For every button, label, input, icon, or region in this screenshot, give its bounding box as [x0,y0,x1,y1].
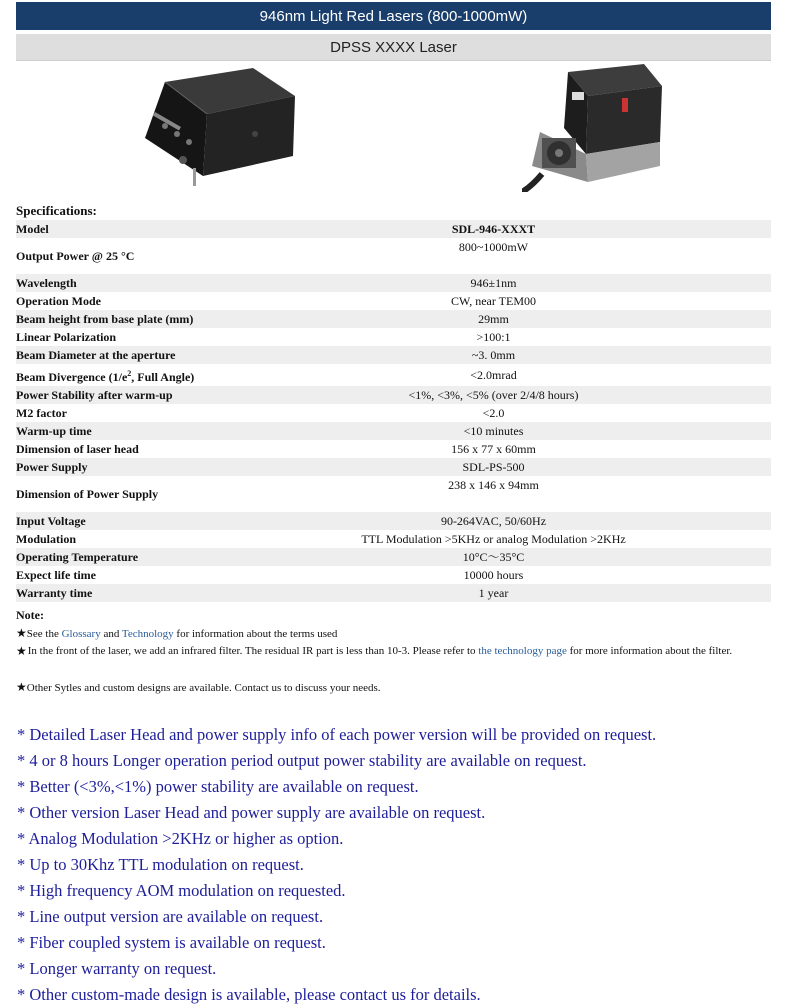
request-item: * Detailed Laser Head and power supply info of each power version will be provided on request. [17,725,657,744]
request-item: * Up to 30Khz TTL modulation on request. [17,855,304,874]
spec-label: Wavelength [16,274,216,292]
table-row [16,328,771,346]
note-heading: Note: [16,608,44,622]
spec-label: Expect life time [16,568,96,582]
note-item: ★Other Sytles and custom designs are available. Contact us to discuss your needs. [16,680,381,694]
spec-label: Dimension of Power Supply [16,487,159,501]
product-subtitle: DPSS XXXX Laser [16,34,771,61]
spec-value: 800~1000mW [458,240,529,254]
star-icon: ★ [16,680,27,694]
star-icon: ★ [16,626,27,640]
table-row [16,530,771,548]
spec-label: Operation Mode [16,294,101,308]
spec-value: 90-264VAC, 50/60Hz [216,512,771,530]
table-row [16,220,771,238]
spec-label: Output Power @ 25 °C [16,249,135,263]
request-item: * High frequency AOM modulation on requested. [17,881,346,900]
spec-value: TTL Modulation >5KHz or analog Modulation >2KHz [361,532,626,546]
table-row [16,422,771,440]
table-row [16,458,771,476]
laser-head-image [522,62,664,192]
spec-value: 946±1nm [216,274,771,292]
spec-label: Warm-up time [16,422,216,440]
spec-value: 1 year [216,584,771,602]
spec-label: Modulation [16,532,77,546]
spec-value: ~3. 0mm [216,346,771,364]
spec-label: Model [16,220,216,238]
table-row [16,346,771,364]
request-item: * Analog Modulation >2KHz or higher as option. [17,829,344,848]
request-item: * Longer warranty on request. [17,959,217,978]
table-row [16,404,771,422]
table-row [16,584,771,602]
page-title: 946nm Light Red Lasers (800-1000mW) [16,2,771,30]
specifications-table [16,220,771,602]
spec-value: 29mm [216,310,771,328]
spec-label: Warranty time [16,584,216,602]
request-item: * Line output version are available on request. [17,907,324,926]
spec-label: Beam Divergence ($1/e^2$, Full Angle) [16,368,195,384]
spec-value: SDL-PS-500 [216,458,771,476]
request-item: * Other custom-made design is available, please contact us for details. [17,985,481,1004]
table-row [16,310,771,328]
spec-label: Beam Diameter at the aperture [16,346,216,364]
spec-value: <2.0 [482,406,505,420]
spec-value: 10000 hours [463,568,524,582]
table-row [16,476,771,512]
request-item: * 4 or 8 hours Longer operation period output power stability are available on request. [17,751,587,770]
table-row [16,292,771,310]
glossary-link[interactable]: Glossary [61,628,101,640]
table-row [16,512,771,530]
spec-value: 156 x 77 x 60mm [451,442,536,456]
spec-label: Input Voltage [16,512,216,530]
table-row [16,364,771,386]
technology-page-link[interactable]: the technology page [478,645,567,657]
note-item: ★ In the front of the laser, we add an infrared filter. The residual IR part is less than 10-3. Please refer to the technology page for more information about the filter. [16,644,733,658]
spec-label: Beam height from base plate (mm) [16,310,216,328]
request-item: * Better (<3%,<1%) power stability are available on request. [17,777,419,796]
spec-value: <1%, <3%, <5% (over 2/4/8 hours) [216,386,771,404]
table-row [16,238,771,274]
spec-label: Power Supply [16,458,216,476]
spec-label: M2 factor [16,406,67,420]
spec-label: Linear Polarization [16,330,117,344]
driver-box-image [135,64,303,192]
request-item: * Other version Laser Head and power supply are available on request. [17,803,486,822]
spec-value: CW, near TEM00 [451,294,536,308]
spec-label: Power Stability after warm-up [16,386,216,404]
request-item: * Fiber coupled system is available on request. [17,933,326,952]
table-row [16,274,771,292]
table-row [16,440,771,458]
spec-value: <2.0mrad [470,368,517,382]
spec-value: >100:1 [476,330,511,344]
table-row [16,548,771,566]
note-item: ★See the Glossary and Technology for information about the terms used [16,626,338,640]
spec-value: 238 x 146 x 94mm [448,478,539,492]
technology-link[interactable]: Technology [121,628,174,640]
spec-label: Dimension of laser head [16,442,139,456]
table-row [16,386,771,404]
spec-value: 10°C～35°C [216,548,771,566]
spec-value: SDL-946-XXXT [216,220,771,238]
spec-value: <10 minutes [216,422,771,440]
specifications-heading: Specifications: [16,203,97,218]
spec-label: Operating Temperature [16,548,216,566]
table-row [16,566,771,584]
star-icon: ★ [16,644,27,658]
